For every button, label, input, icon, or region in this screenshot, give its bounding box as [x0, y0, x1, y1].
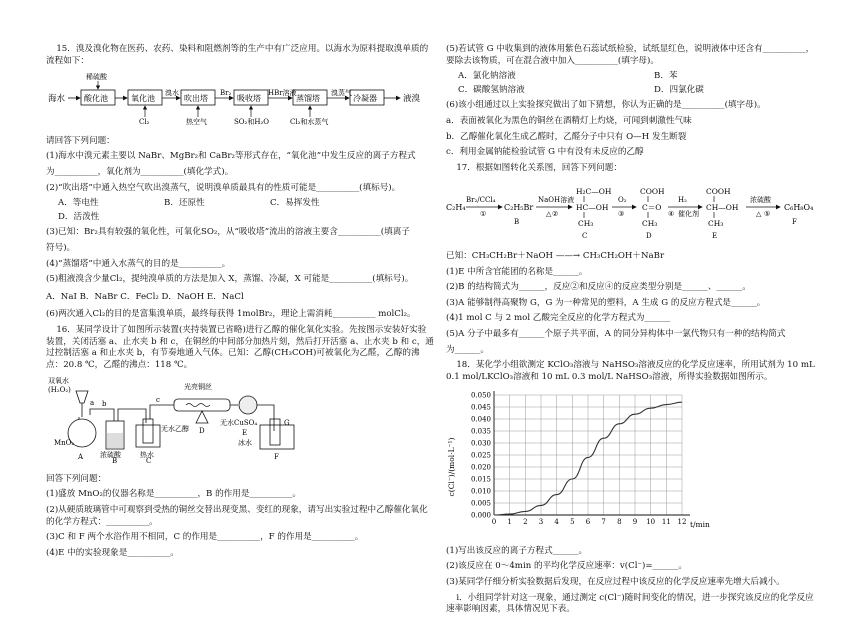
flow-label-so2-h2o: SO₂和H₂O — [234, 118, 269, 126]
app-letter-d: D — [199, 427, 205, 436]
scheme-svg — [446, 178, 822, 240]
q18-title: 18．某化学小组欲测定 KClO₃溶液与 NaHSO₃溶液反应的化学反应速率，所用试剂为 10 mL 0.1 mol/LKClO₃溶液和 10 mL 0.3 mol/L NaHSO₃溶液，所得实验数据如图所示。 — [446, 360, 815, 382]
y-tick-label: 0.040 — [470, 415, 491, 424]
y-tick-label: 0.045 — [470, 403, 491, 412]
q15-2-opt-c: C．易挥发性 — [270, 198, 320, 209]
x-tick-label: 10 — [646, 518, 656, 527]
q15-prompt: 请回答下列问题： — [46, 135, 115, 146]
q17-3: (3)A 能够制得高聚物 G，G 为一种常见的塑料，A 生成 G 的反应方程式是______。 — [446, 297, 766, 308]
flow-label-hbr: HBr溶液 — [268, 89, 297, 98]
q16-5-opt-a: A．氯化钠溶液 — [458, 71, 516, 82]
x-tick-label: 5 — [570, 518, 575, 527]
x-tick-label: 1 — [507, 518, 512, 527]
q16-6a: a．表面被氧化为黑色的铜丝在酒精灯上灼烧，可闻到刺激性气味 — [446, 115, 692, 126]
x-tick-label: 4 — [554, 518, 559, 527]
app-letter-f: F — [274, 453, 279, 462]
x-tick-label: 2 — [523, 518, 528, 527]
x-tick-label: 0 — [491, 518, 497, 527]
x-tick-label: 8 — [617, 518, 622, 527]
q16-5-opt-d: D．四氯化碳 — [654, 84, 704, 95]
app-label-g: G — [284, 419, 290, 428]
app-label-ice-water: 冰水 — [238, 439, 252, 448]
scheme-label-e: E — [712, 232, 718, 241]
q15-2-options — [46, 198, 434, 223]
scheme-reagent-3: O₂ — [618, 196, 627, 205]
flow-label-br-vapor: 溴蒸气 — [331, 89, 352, 98]
q15-3b: 符号)。 — [46, 242, 76, 253]
q17-5a: (5)A 分子中最多有______个原子共平面，A 的同分异构体中一氯代物只有一种的结构简式 — [446, 328, 786, 339]
right-column — [446, 44, 822, 620]
scheme-c-top: H₂C—OH — [576, 187, 612, 197]
app-label-c: c — [156, 396, 160, 405]
q16-5-opt-b: B．苯 — [654, 71, 678, 82]
app-label-cuso4: 无水CuSO₄ — [220, 419, 258, 428]
ethanol-oxidation-apparatus — [46, 375, 434, 468]
q16-5-opt-c: C．碳酸氢钠溶液 — [458, 84, 525, 95]
y-tick-label: 0.005 — [470, 499, 491, 508]
chart-ylabel: c(Cl⁻)/(mol·L⁻¹) — [447, 437, 456, 497]
q16-5-options — [446, 71, 822, 96]
scheme-start: C₂H₄ — [446, 203, 466, 213]
app-letter-a: A — [78, 453, 84, 462]
scheme-step-4: ④ — [668, 210, 675, 219]
scheme-reagent-2: NaOH溶液 — [538, 196, 575, 205]
tube-ethanol — [143, 419, 153, 443]
q18-2: (2)该反应在 0～4min 的平均化学反应速率：v(Cl⁻)=______。 — [446, 561, 687, 572]
app-label-h2o2: 双氧水 — [48, 377, 69, 386]
scheme-cond-4: 催化剂 — [678, 210, 699, 219]
x-tick-label: 3 — [538, 518, 544, 527]
flow-label-cl2-steam: Cl₂和水蒸气 — [290, 118, 329, 126]
scheme-e-mid: CH—OH — [706, 203, 739, 213]
app-label-copper: 光亮铜丝 — [184, 383, 212, 392]
flow-label-br2: Br₂ — [220, 89, 232, 98]
q16-6b: b．乙醇催化氧化生成乙醛时，乙醛分子中只有 O—H 发生断裂 — [446, 131, 687, 142]
q16-1: (1)盛放 MnO₂的仪器名称是__________，B 的作用是__________。 — [46, 489, 302, 500]
scheme-e-bot: CH₃ — [708, 219, 724, 229]
x-tick-label: 12 — [677, 518, 687, 527]
app-letter-b: B — [112, 457, 118, 464]
q18-1: (1)写出该反应的离子方程式______。 — [446, 545, 588, 556]
q15-3a: (3)已知：Br₂具有较强的氧化性，可氧化SO₂，从“吸收塔”流出的溶液主要含__________(填离子 — [46, 227, 410, 238]
y-tick-label: 0.030 — [470, 439, 491, 448]
chloride-concentration-chart — [446, 387, 822, 542]
y-tick-label: 0.010 — [470, 487, 491, 496]
conversion-scheme — [446, 178, 822, 245]
drying-tube-e — [239, 396, 257, 414]
scheme-e-top: COOH — [706, 187, 731, 197]
scheme-label-f: F — [792, 218, 797, 227]
x-tick-label: 7 — [601, 518, 606, 527]
app-label-ethanol: 无水乙醇 — [161, 425, 189, 434]
glass-tube-d — [174, 399, 230, 411]
q17-5b: 为______。 — [446, 344, 489, 355]
scheme-reagent-5: 浓硫酸 — [750, 196, 771, 205]
alcohol-lamp — [196, 411, 208, 423]
scheme-reagent-1: Br₂/CCl₄ — [466, 196, 496, 205]
y-tick-label: 0.050 — [470, 391, 491, 400]
app-label-a: a — [90, 399, 95, 408]
flow-node-distill: 蒸馏塔 — [296, 94, 320, 104]
scheme-step-2: ② — [552, 210, 559, 219]
scheme-reagent-4: H₂ — [678, 196, 687, 205]
q15-4: (4)“蒸馏塔”中通入水蒸气的目的是__________。 — [46, 258, 231, 269]
chart-svg — [446, 387, 716, 537]
scheme-step-3: ③ — [618, 210, 625, 219]
bath-c — [136, 425, 160, 447]
flow-node-blow: 吹出塔 — [184, 94, 208, 104]
scheme-f: C₆H₈O₄ — [784, 203, 814, 213]
app-letter-c: C — [146, 457, 152, 464]
q15-2-opt-a: A．等电性 — [58, 198, 99, 209]
flow-node-acid: 酸化池 — [84, 94, 108, 104]
y-tick-label: 0.035 — [470, 427, 491, 436]
q16-6c: c．利用金属钠能检验试管 G 中有没有未反应的乙醇 — [446, 147, 644, 158]
left-column — [46, 44, 434, 563]
scheme-label-c: C — [582, 232, 588, 241]
q15-2-opt-d: D．活泼性 — [58, 211, 100, 222]
q15-1a: (1)海水中溴元素主要以 NaBr、MgBr₂和 CaBr₂等形式存在，“氧化池”中发生反应的离子方程式 — [46, 151, 416, 162]
flow-label-bromine-water: 溴水 — [165, 89, 179, 98]
flow-node-oxidation: 氧化池 — [131, 94, 155, 104]
q17-known: 已知：CH₃CH₂Br＋NaOH ——→ CH₃CH₂OH＋NaBr — [446, 250, 665, 261]
q16-6: (6)该小组通过以上实验探究做出了如下猜想，你认为正确的是__________(填字母)。 — [446, 100, 766, 111]
q16-4: (4)E 中的实验现象是__________。 — [46, 547, 179, 558]
scheme-b: C₂H₅Br — [504, 203, 534, 213]
flow-node-seawater: 海水 — [48, 94, 66, 105]
app-label-h2o2-formula: (H₂O₂) — [48, 386, 71, 395]
flow-node-condense: 冷凝器 — [353, 94, 377, 104]
scheme-step-1: ① — [480, 210, 487, 219]
q15-6: (6)两次通入Cl₂的目的是富集溴单质，最终每获得 1molBr₂，理论上需消耗__________ molCl₂。 — [46, 309, 416, 320]
q17-1: (1)E 中所含官能团的名称是______。 — [446, 266, 588, 277]
flow-label-sulfuric: 稀硫酸 — [86, 73, 107, 82]
q17-title: 17．根据如图转化关系图，回答下列问题： — [456, 162, 622, 173]
q17-4: (4)1 mol C 与 2 mol 乙酸完全反应的化学方程式为______ — [446, 313, 671, 324]
app-label-hot-water: 热水 — [140, 451, 154, 460]
chart-axes — [494, 391, 690, 515]
flow-node-absorb: 吸收塔 — [237, 94, 261, 104]
app-label-mno2: MnO₂ — [54, 439, 75, 448]
flow-label-hot-air: 热空气 — [186, 118, 207, 126]
q15-1b: 为__________，氧化剂为__________(填化学式)。 — [46, 166, 234, 177]
x-tick-label: 9 — [632, 518, 638, 527]
q15-2: (2)“吹出塔”中通入热空气吹出溴蒸气，说明溴单质最具有的性质可能是__________(填标号)。 — [46, 182, 401, 193]
q16-3: (3)C 和 F 两个水浴作用不相同，C 的作用是__________，F 的作用是__________。 — [46, 532, 364, 543]
q17-2: (2)B 的结构简式为______，反应②和反应④的反应类型分别是______、______。 — [446, 282, 751, 293]
scheme-step-5: ⑤ — [764, 210, 771, 219]
y-tick-label: 0.020 — [470, 463, 491, 472]
scheme-label-d: D — [646, 232, 652, 241]
y-tick-label: 0.015 — [470, 475, 491, 484]
q16-2: (2)从硬质玻璃管中可观察到受热的铜丝交替出现变黑、变红的现象，请写出实验过程中乙醇催化氧化的化学方程式：__________。 — [46, 505, 428, 527]
scheme-d-bot: CH₃ — [642, 219, 658, 229]
q15-5: (5)粗液溴含少量Cl₂，提纯溴单质的方法是加入 X，蒸馏、冷凝，X 可能是__________(填标号)。 — [46, 274, 414, 285]
tube-g — [270, 419, 280, 445]
scheme-c-bot: CH₃ — [578, 219, 594, 229]
y-tick-label: 0.000 — [470, 511, 491, 520]
q16-title: 16．某同学设计了如图所示装置(夹持装置已省略)进行乙醇的催化氧化实验。先按图示安装好实验装置，关闭活塞 a、止水夹 b 和 c，在铜丝的中间部分加热片刻，然后打开活塞 a、止水夹 b 和 c，通过控制活塞 a 和止水夹 b，有节奏地通入气体。已知：乙醇(CH₃COH)可被氧化为乙醛，乙醇的沸点：20.8 ℃，乙醛的沸点：118 ℃。 — [46, 324, 434, 370]
chart-xlabel: t/min — [690, 520, 710, 530]
app-letter-e: E — [242, 429, 248, 438]
dropping-funnel — [76, 391, 88, 403]
scheme-d-top: COOH — [640, 187, 665, 197]
app-label-conc-acid: 浓硫酸 — [100, 451, 121, 460]
chart-grid — [494, 395, 682, 515]
q15-2-opt-b: B．还原性 — [164, 198, 205, 209]
q16-5: (5)若试管 G 中收集到的液体用紫色石蕊试纸检验，试纸显红色，说明液体中还含有__________，要除去该物质，可在混合液中加入__________(填字母)。 — [446, 44, 815, 66]
y-tick-label: 0.025 — [470, 451, 491, 460]
scheme-cond-5: △ — [756, 210, 762, 219]
flow-label-cl2: Cl₂ — [139, 118, 150, 126]
q18-3i: ⅰ．小组同学针对这一现象，通过测定 c(Cl⁻)随时间变化的情况，进一步探究该反应的化学反应速率影响因素，具体情况见下表。 — [446, 592, 814, 615]
q15-title: 15．溴及溴化物在医药、农药、染料和阻燃剂等的生产中有广泛应用。以海水为原料提取溴单质的流程如下： — [46, 44, 429, 66]
chart-ticks — [471, 392, 687, 527]
q15-5-options: A．NaI B．NaBr C．FeCl₂ D．NaOH E．NaCl — [46, 291, 244, 302]
bromine-flow-diagram — [46, 71, 434, 130]
q16-prompt: 回答下列问题： — [46, 473, 107, 484]
flow-node-liquid-bromine: 液溴 — [403, 94, 421, 105]
scheme-label-b: B — [514, 218, 520, 227]
scheme-cond-2: △ — [546, 210, 552, 219]
q18-3: (3)某同学仔细分析实验数据后发现，在反应过程中该反应的化学反应速率先增大后减小。 — [446, 577, 785, 588]
flow-svg — [46, 71, 434, 125]
scheme-c-mid: HC—OH — [576, 203, 609, 213]
scheme-d-mid: C＝O — [642, 203, 662, 213]
x-tick-label: 11 — [661, 518, 671, 527]
apparatus-svg — [46, 375, 434, 463]
app-label-b: b — [102, 400, 107, 409]
x-tick-label: 6 — [585, 518, 591, 527]
